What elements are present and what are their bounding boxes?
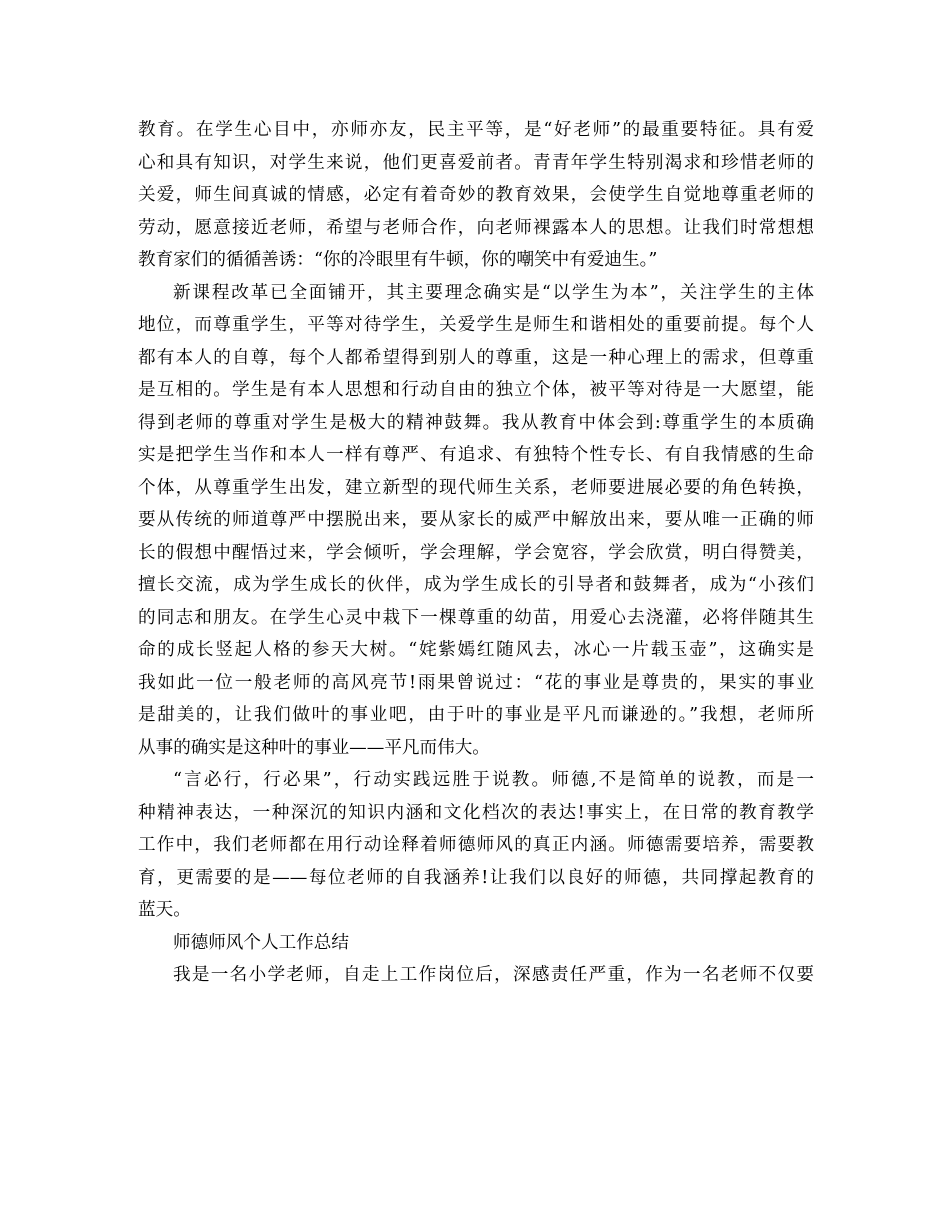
text-line: 教育。在学生心目中，亦师亦友，民主平等，是“好老师”的最重要特征。具有爱 (138, 120, 814, 140)
text-line: 擅长交流，成为学生成长的伙伴，成为学生成长的引导者和鼓舞者，成为“小孩们 (138, 575, 814, 595)
text-line: 从事的确实是这种叶的事业——平凡而伟大。 (138, 737, 490, 758)
paragraph-first-line: 新课程改革已全面铺开，其主要理念确实是“以学生为本”，关注学生的主体 (173, 282, 814, 303)
text-line: 都有本人的自尊，每个人都希望得到别人的尊重，这是一种心理上的需求，但尊重 (138, 347, 814, 368)
text-line: 实是把学生当作和本人一样有尊严、有追求、有独特个性专长、有自我情感的生命 (138, 445, 814, 465)
text-line: 地位，而尊重学生，平等对待学生，关爱学生是师生和谐相处的重要前提。每个人 (138, 315, 814, 335)
text-line: 关爱，师生间真诚的情感，必定有着奇妙的教育效果，会使学生自觉地尊重老师的 (138, 185, 814, 205)
text-line: 教育家们的循循善诱：“你的冷眼里有牛顿，你的嘲笑中有爱迪生。” (138, 250, 658, 270)
text-line: 心和具有知识，对学生来说，他们更喜爱前者。青青年学生特别渴求和珍惜老师的 (138, 152, 814, 173)
text-line: 个体，从尊重学生出发，建立新型的现代师生关系，老师要进展必要的角色转换， (138, 477, 814, 498)
text-line: 是甜美的，让我们做叶的事业吧，由于叶的事业是平凡而谦逊的。”我想，老师所 (138, 705, 814, 725)
text-line: 种精神表达，一种深沉的知识内涵和文化档次的表达!事实上，在日常的教育教学 (138, 802, 814, 823)
text-line: 育，更需要的是——每位老师的自我涵养!让我们以良好的师德，共同撑起教育的 (138, 867, 814, 888)
text-line: 长的假想中醒悟过来，学会倾听，学会理解，学会宽容，学会欣赏，明白得赞美， (138, 542, 814, 563)
text-line: 命的成长竖起人格的参天大树。“姹紫嫣红随风去，冰心一片载玉壶”，这确实是 (138, 640, 814, 660)
text-line: 的同志和朋友。在学生心灵中栽下一棵尊重的幼苗，用爱心去浇灌，必将伴随其生 (138, 607, 814, 628)
text-line: 蓝天。 (138, 900, 191, 920)
text-line: 要从传统的师道尊严中摆脱出来，要从家长的威严中解放出来，要从唯一正确的师 (138, 510, 814, 530)
paragraph-first-line: “言必行，行必果”，行动实践远胜于说教。师德,不是简单的说教，而是一 (173, 770, 814, 790)
paragraph-first-line: 我是一名小学老师，自走上工作岗位后，深感责任严重，作为一名老师不仅要 (173, 965, 814, 985)
text-line: 工作中，我们老师都在用行动诠释着师德师风的真正内涵。师德需要培养，需要教 (138, 835, 814, 855)
document-body (138, 114, 814, 992)
section-heading: 师德师风个人工作总结 (173, 932, 349, 953)
text-line: 是互相的。学生是有本人思想和行动自由的独立个体，被平等对待是一大愿望，能 (138, 380, 814, 400)
text-line: 我如此一位一般老师的高风亮节!雨果曾说过：“花的事业是尊贵的，果实的事业 (138, 672, 814, 693)
text-line: 劳动，愿意接近老师，希望与老师合作，向老师裸露本人的思想。让我们时常想想 (138, 217, 814, 238)
text-line: 得到老师的尊重对学生是极大的精神鼓舞。我从教育中体会到:尊重学生的本质确 (138, 412, 814, 433)
